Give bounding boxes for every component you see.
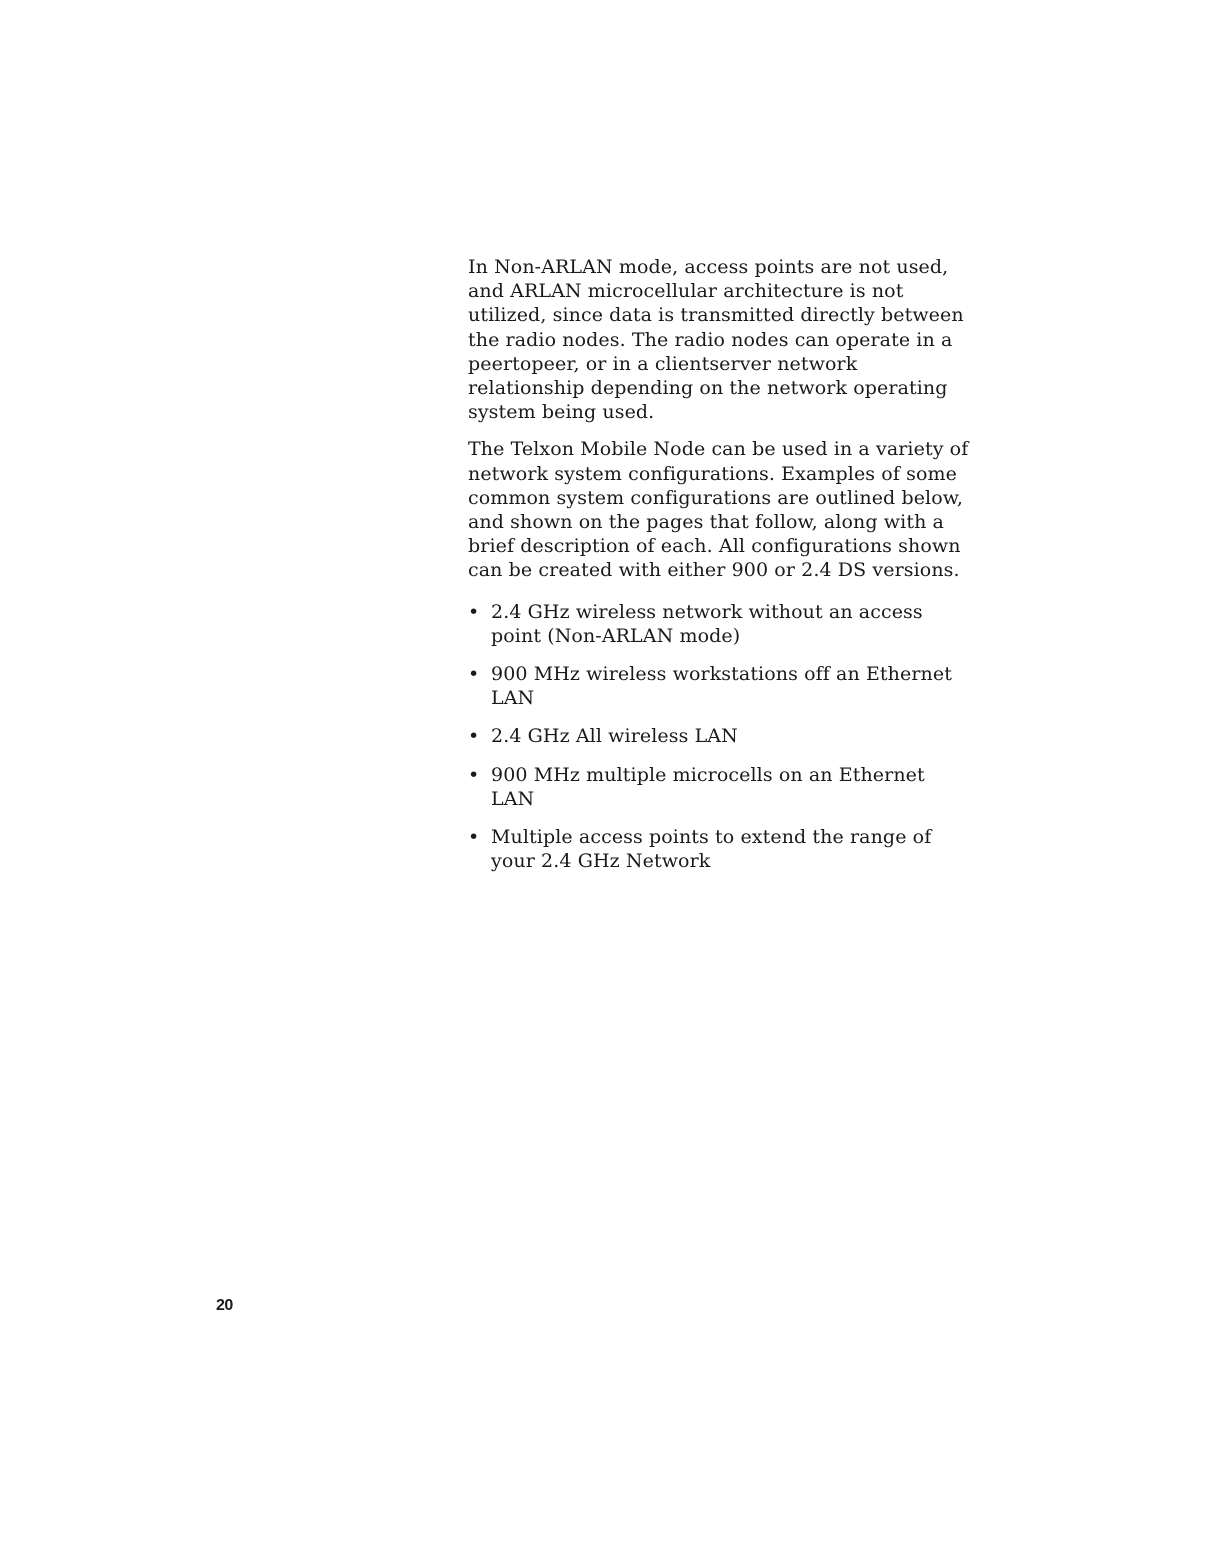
- list-item: [468, 825, 973, 873]
- bullet-icon: •: [468, 663, 480, 686]
- list-item-text: 900 MHz wireless workstations off an Ethernet LAN: [491, 663, 952, 710]
- bullet-icon: •: [468, 600, 480, 623]
- list-item-text: 900 MHz multiple microcells on an Ethernet LAN: [491, 763, 925, 810]
- paragraph-non-arlan-mode: In Non-ARLAN mode, access points are not used, and ARLAN microcellular architecture is not utilized, since data is transmitted directly between the radio nodes. The radio nodes can operate in a peertopeer, or in a clientserver network relationship depending on the network operating system being used.: [468, 256, 964, 424]
- list-item: [468, 662, 973, 710]
- bullet-icon: •: [468, 826, 480, 849]
- list-item-text: 2.4 GHz All wireless LAN: [491, 725, 738, 748]
- list-item-text: 2.4 GHz wireless network without an access point (Non-ARLAN mode): [491, 600, 923, 647]
- list-item: [468, 763, 973, 811]
- list-item-text: Multiple access points to extend the range of your 2.4 GHz Network: [491, 826, 932, 873]
- bullet-icon: •: [468, 763, 480, 786]
- paragraph-network-configurations: The Telxon Mobile Node can be used in a variety of network system configurations. Examples of some common system configurations are outlined below, and shown on the pages that follow, along with a brief description of each. All configurations shown can be created with either 900 or 2.4 DS versions.: [468, 438, 969, 582]
- configuration-list: [468, 600, 973, 874]
- page-number: 20: [216, 1297, 233, 1314]
- list-item: [468, 600, 973, 648]
- list-item: [468, 724, 973, 748]
- body-text: [468, 255, 973, 887]
- bullet-icon: •: [468, 725, 480, 748]
